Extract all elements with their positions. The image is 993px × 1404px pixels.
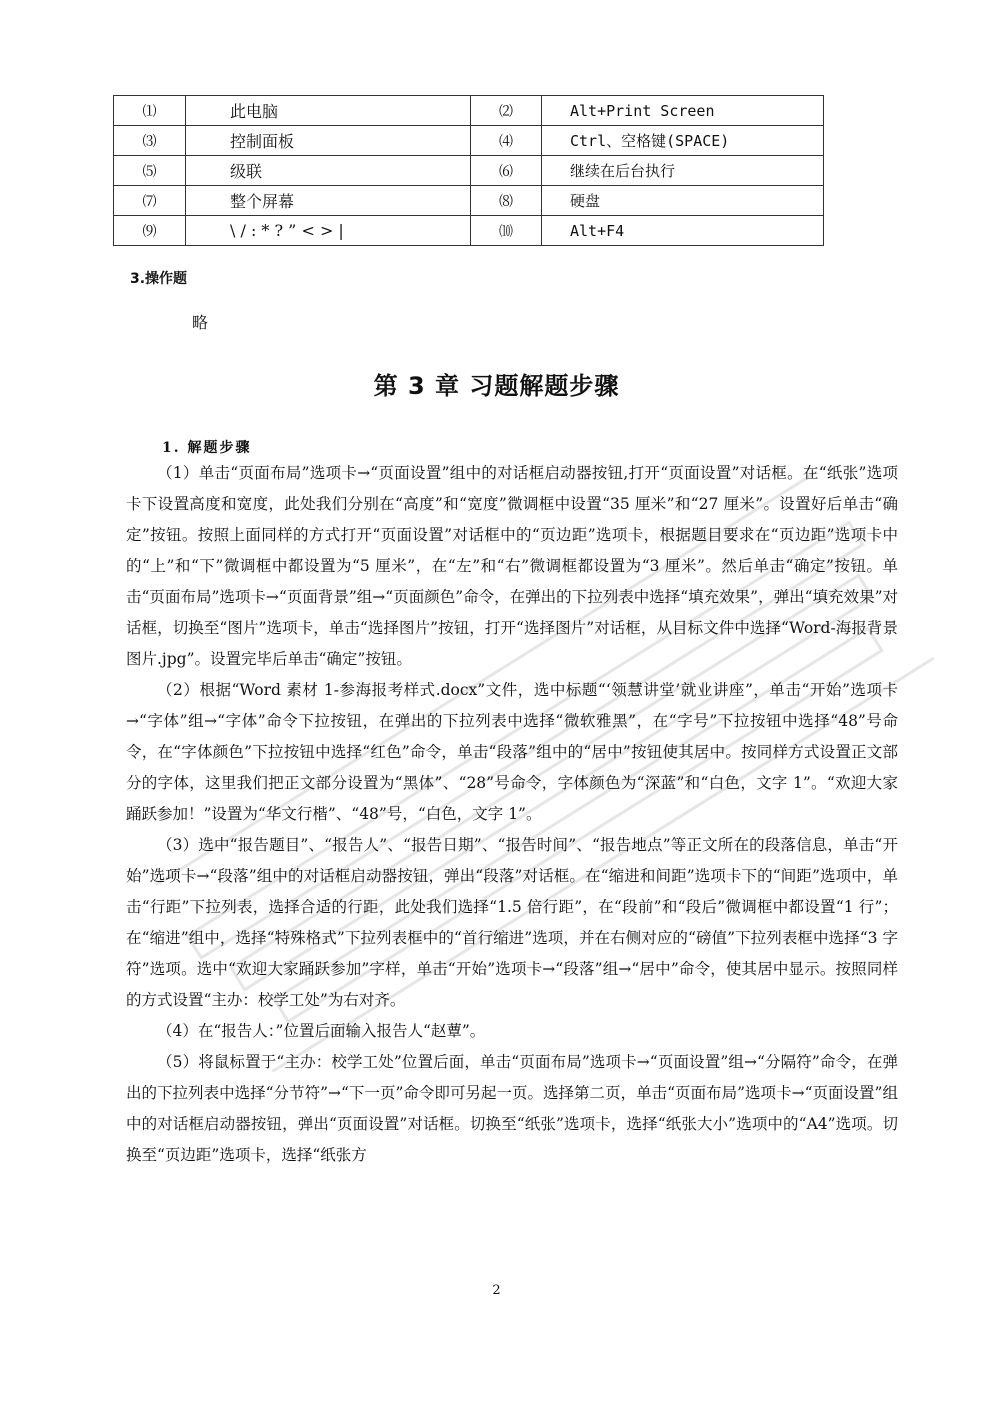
page-number: 2 (492, 1283, 501, 1298)
paragraph: （1）单击“页面布局”选项卡→“页面设置”组中的对话框启动器按钮,打开“页面设置”对话框。在“纸张”选项卡下设置高度和宽度，此处我们分别在“高度”和“宽度”微调框中设置“35 厘米”和“27 厘米”。设置好后单击“确定”按钮。按照上面同样的方式打开“页面设置”对话框中的“页边距”选项卡，根据题目要求在“页边距”选项卡中的“上”和“下”微调框中都设置为“5 厘米”，在“左”和“右”微调框都设置为“3 厘米”。然后单击“确定”按钮。单击“页面布局”选项卡→“页面背景”组→“页面颜色”命令，在弹出的下拉列表中选择“填充效果”，弹出“填充效果”对话框，切换至“图片”选项卡，单击“选择图片”按钮，打开“选择图片”对话框，从目标文件中选择“Word-海报背景图片.jpg”。设置完毕后单击“确定”按钮。 (126, 464, 898, 668)
paragraph: （5）将鼠标置于“主办：校学工处”位置后面，单击“页面布局”选项卡→“页面设置”组→“分隔符”命令，在弹出的下拉列表中选择“分节符”→“下一页”命令即可另起一页。选择第二页，单击“页面布局”选项卡→“页面设置”组中的对话框启动器按钮，弹出“页面设置”对话框。切换至“纸张”选项卡，选择“纸张大小”选项中的“A4”选项。切换至“页边距”选项卡，选择“纸张方 (126, 1053, 898, 1164)
table-row (114, 96, 824, 126)
table-row (114, 216, 824, 246)
answer-value: 此电脑 (186, 96, 471, 126)
answer-value: 级联 (186, 156, 471, 186)
paragraph: （3）选中“报告题目”、“报告人”、“报告日期”、“报告时间”、“报告地点”等正文所在的段落信息，单击“开始”选项卡→“段落”组中的对话框启动器按钮，弹出“段落”对话框。在“缩进和间距”选项卡下的“间距”选项中，单击“行距”下拉列表，选择合适的行距，此处我们选择“1.5 倍行距”，在“段前”和“段后”微调框中都设置“1 行”；在“缩进”组中，选择“特殊格式”下拉列表框中的“首行缩进”选项，并在右侧对应的“磅值”下拉列表框中选择“3 字符”选项。选中“欢迎大家踊跃参加”字样，单击“开始”选项卡→“段落”组→“居中”命令，使其居中显示。按照同样的方式设置“主办：校学工处”为右对齐。 (126, 836, 898, 1009)
paragraph: （4）在“报告人：”位置后面输入报告人“赵蕈”。 (157, 1022, 486, 1040)
table-row (114, 126, 824, 156)
answer-value: \ / : * ? ” < > | (186, 216, 471, 246)
answer-number: ⑹ (471, 156, 542, 186)
answer-number: ⑽ (471, 216, 542, 246)
answer-number: ⑻ (471, 186, 542, 216)
table-row (114, 156, 824, 186)
answer-number: ⑺ (114, 186, 186, 216)
answer-number: ⑸ (114, 156, 186, 186)
section-content: 略 (192, 313, 209, 332)
paragraph: （2）根据“Word 素材 1-参海报考样式.docx”文件，选中标题“‘领慧讲堂’就业讲座”，单击“开始”选项卡→“字体”组→“字体”命令下拉按钮，在弹出的下拉列表中选择“微软雅黑”，在“字号”下拉按钮中选择“48”号命令，在“字体颜色”下拉按钮中选择“红色”命令，单击“段落”组中的“居中”按钮使其居中。按同样方式设置正文部分的字体，这里我们把正文部分设置为“黑体”、“28”号命令，字体颜色为“深蓝”和“白色，文字 1”。“欢迎大家踊跃参加！”设置为“华文行楷”、“48”号，“白色，文字 1”。 (126, 681, 898, 823)
answer-value: 整个屏幕 (186, 186, 471, 216)
answer-number: ⑵ (471, 96, 542, 126)
chapter-title: 第 3 章 习题解题步骤 (373, 372, 620, 400)
sub-heading: 1. 解题步骤 (162, 440, 252, 456)
answer-table (113, 95, 824, 246)
answer-value: 控制面板 (186, 126, 471, 156)
table-row (114, 186, 824, 216)
answer-value: 继续在后台执行 (542, 156, 824, 186)
answer-number: ⑼ (114, 216, 186, 246)
answer-number: ⑶ (114, 126, 186, 156)
answer-value: Alt+Print Screen (542, 96, 824, 126)
answer-value: 硬盘 (542, 186, 824, 216)
section-heading: 3.操作题 (130, 271, 188, 287)
answer-number: ⑴ (114, 96, 186, 126)
body-text (126, 458, 898, 1171)
answer-value: Alt+F4 (542, 216, 824, 246)
answer-number: ⑷ (471, 126, 542, 156)
answer-value: Ctrl、空格键(SPACE) (542, 126, 824, 156)
